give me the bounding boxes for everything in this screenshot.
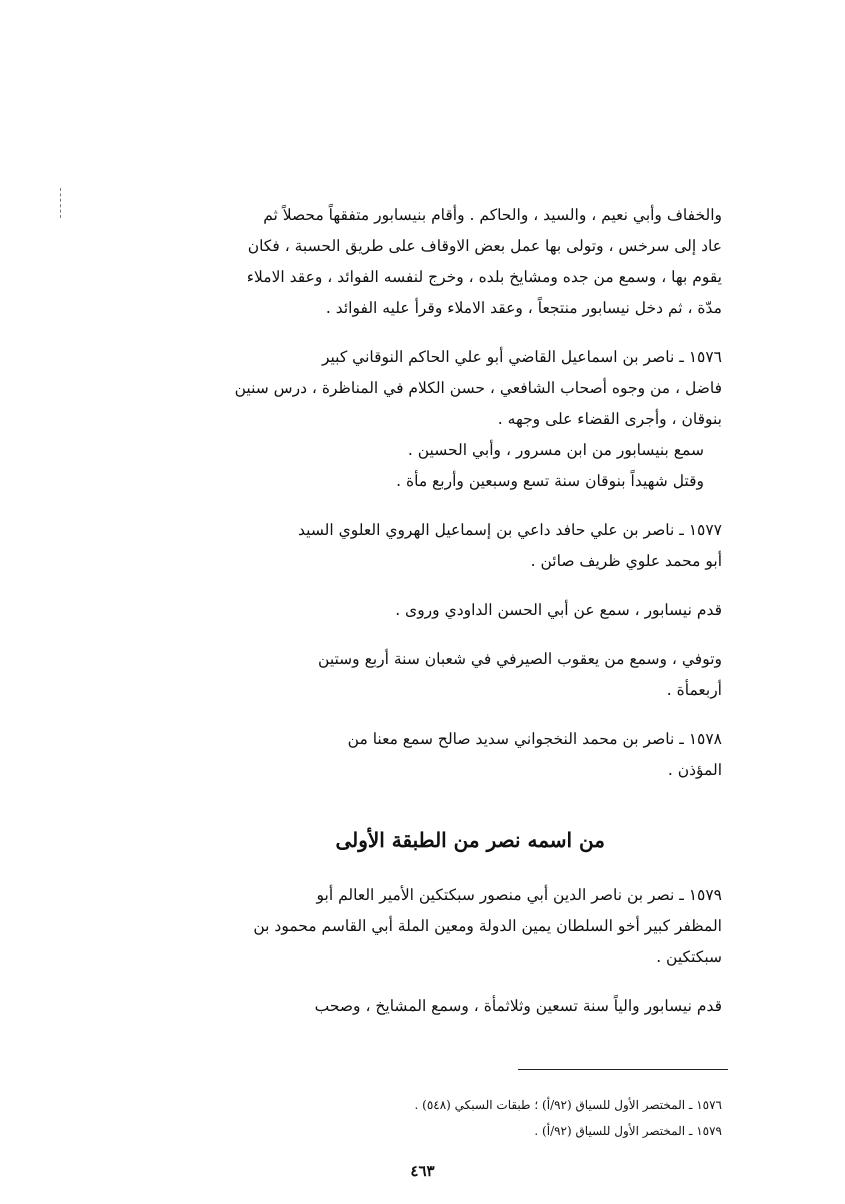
text-line: أربعمأة . [666,681,722,699]
upper-text [162,200,722,804]
text-line: ١٥٧٩ ـ نصر بن ناصر الدين أبي منصور سبكتكين الأمير العالم أبو [316,886,722,904]
text-line: سمع بنيسابور من ابن مسرور ، وأبي الحسين . [407,441,704,459]
paragraph [162,644,722,706]
footnotes [162,1092,722,1144]
text-line: عاد إلى سرخس ، وتولى بها عمل بعض الاوقاف على طريق الحسبة ، فكان [247,237,722,255]
footnote: ١٥٧٦ ـ المختصر الأول للسياق (٩٢/أ) ؛ طبقات السبكي (٥٤٨) . [414,1098,722,1112]
text-line: قدم نيسابور والياً سنة تسعين وثلاثمأة ، وسمع المشايخ ، وصحب [314,997,722,1015]
text-line: المؤذن . [667,761,722,779]
text-line: ١٥٧٨ ـ ناصر بن محمد النخجواني سديد صالح سمع معنا من [347,730,722,748]
paragraph [162,595,722,626]
text-line: ١٥٧٧ ـ ناصر بن علي حافد داعي بن إسماعيل الهروي العلوي السيد [298,521,722,539]
entry-1579 [162,880,722,973]
text-line: وتوفي ، وسمع من يعقوب الصيرفي في شعبان سنة أربع وستين [318,650,722,668]
text-line: يقوم بها ، وسمع من جده ومشايخ بلده ، وخرج لنفسه الفوائد ، وعقد الاملاء [246,268,722,286]
entry-1576 [162,342,722,497]
text-line: ١٥٧٦ ـ ناصر بن اسماعيل القاضي أبو علي الحاكم النوقاني كبير [321,348,722,366]
text-line: المظفر كبير أخو السلطان يمين الدولة ومعين الملة أبي القاسم محمود بن [253,917,722,935]
text-line: أبو محمد علوي ظريف صائن . [530,552,722,570]
text-line: فاضل ، من وجوه أصحاب الشافعي ، حسن الكلام في المناظرة ، درس سنين [234,379,722,397]
paragraph [162,991,722,1022]
footnote-rule [518,1069,728,1070]
text-line: مدّة ، ثم دخل نيسابور منتجعاً ، وعقد الاملاء وقرأ عليه الفوائد . [325,299,722,317]
text-line: وقتل شهيداً بنوقان سنة تسع وسبعين وأربع مأة . [396,472,704,490]
section-heading: من اسمه نصر من الطبقة الأولى [335,828,605,852]
paragraph-continuation [162,200,722,324]
text-line: بنوقان ، وأجرى القضاء على وجهه . [497,410,722,428]
footnote: ١٥٧٩ ـ المختصر الأول للسياق (٩٢/أ) . [534,1124,722,1138]
entry-1577 [162,515,722,577]
text-line: والخفاف وأبي نعيم ، والسيد ، والحاكم . وأقام بنيسابور متفقهاً محصلاً ثم [263,206,722,224]
margin-mark [60,188,61,218]
entry-1578 [162,724,722,786]
text-line: سبكتكين . [656,948,722,966]
text-line: قدم نيسابور ، سمع عن أبي الحسن الداودي وروى . [395,601,722,619]
lower-text [162,880,722,1040]
page-number: ٤٦٣ [410,1162,435,1180]
